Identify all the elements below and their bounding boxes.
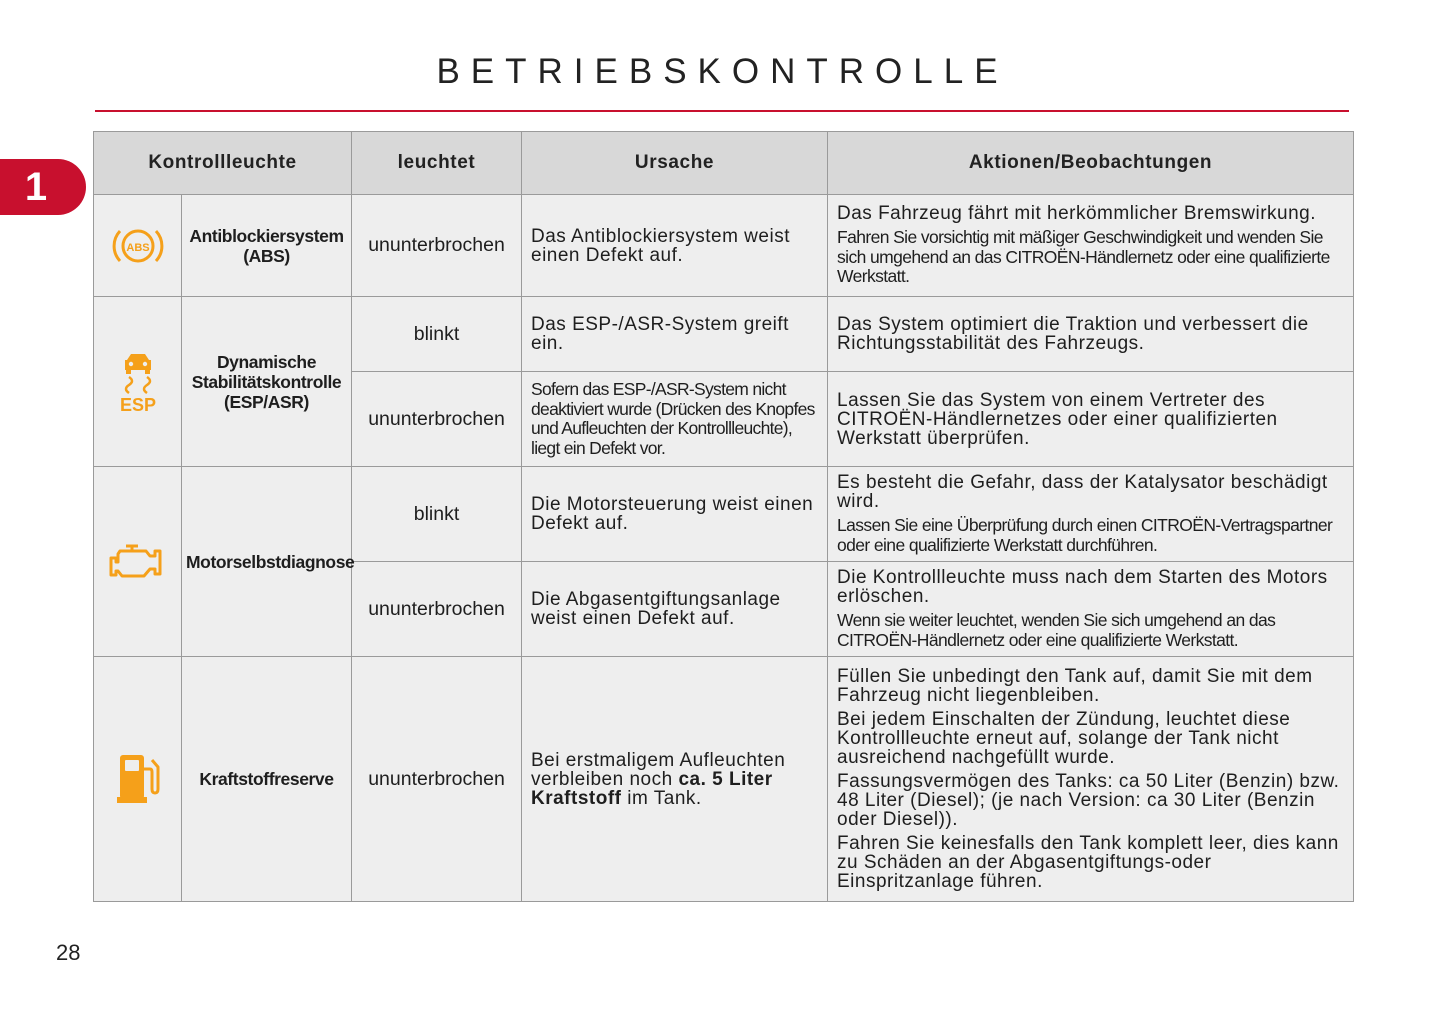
esp-action-1-text: Das System optimiert die Traktion und verbessert die Richtungsstabilität des Fahrzeugs. [837, 314, 1309, 354]
esp-cause-1: Das ESP-/ASR-System greift ein. [522, 297, 828, 372]
esp-cause-2: Sofern das ESP-/ASR-System nicht deaktiviert wurde (Drücken des Knopfes und Aufleuchten der Kontrollleuchte), liegt ein Defekt vor. [522, 372, 828, 467]
esp-name: Dynamische Stabilitätskontrolle (ESP/ASR) [182, 297, 352, 467]
svg-text:ESP: ESP [119, 394, 156, 414]
esp-state-2: ununterbrochen [352, 372, 522, 467]
abs-action-1: Das Fahrzeug fährt mit herkömmlicher Bremswirkung. [837, 203, 1317, 225]
esp-state-1: blinkt [352, 297, 522, 372]
abs-warning-icon [108, 222, 168, 270]
engine-check-icon [108, 540, 168, 584]
fuel-cause-post: im Tank. [621, 787, 702, 809]
engine-state-2: ununterbrochen [352, 562, 522, 657]
table-row-esp-blinkt [94, 297, 1354, 372]
fuel-icon-cell [94, 657, 182, 902]
engine-icon-cell [94, 467, 182, 657]
abs-cause: Das Antiblockiersystem weist einen Defekt auf. [522, 195, 828, 297]
abs-actions [828, 195, 1354, 297]
fuel-actions [828, 657, 1354, 902]
table-row-engine-blinkt [94, 467, 1354, 562]
table-header-row [94, 132, 1354, 195]
engine-state-1: blinkt [352, 467, 522, 562]
header-ursache: Ursache [522, 132, 828, 195]
engine-action-2a: Die Kontrollleuchte muss nach dem Starten des Motors erlöschen. [837, 567, 1328, 607]
esp-skid-car-icon [116, 350, 160, 414]
fuel-cause-bold: ca. 5 Liter Kraftstoff [531, 768, 773, 809]
fuel-pump-icon [114, 751, 162, 807]
abs-icon-cell [94, 195, 182, 297]
svg-text:ABS: ABS [125, 241, 150, 254]
engine-name: Motorselbstdiagnose [182, 467, 352, 657]
table-row-fuel [94, 657, 1354, 902]
fuel-cause [522, 657, 828, 902]
page-number: 28 [56, 940, 81, 965]
fuel-action-3: Fassungsvermögen des Tanks: ca 50 Liter (Benzin) bzw. 48 Liter (Diesel); (je nach Version: ca 30 Liter (Benzin oder Diesel)). [837, 771, 1340, 830]
esp-action-2 [828, 372, 1354, 467]
page-title: BETRIEBSKONTROLLE [436, 52, 1009, 91]
warning-lights-table [93, 131, 1354, 902]
header-kontrollleuchte: Kontrollleuchte [94, 132, 352, 195]
abs-action-2: Fahren Sie vorsichtig mit mäßiger Geschwindigkeit und wenden Sie sich umgehend an das CITROËN-Händlernetz oder eine qualifizierte Werkstatt. [837, 227, 1330, 287]
abs-name: Antiblockiersystem (ABS) [182, 195, 352, 297]
table-row-abs [94, 195, 1354, 297]
esp-icon-cell [94, 297, 182, 467]
engine-cause-1: Die Motorsteuerung weist einen Defekt auf. [522, 467, 828, 562]
fuel-name: Kraftstoffreserve [182, 657, 352, 902]
engine-action-1a: Es besteht die Gefahr, dass der Katalysator beschädigt wird. [837, 472, 1328, 512]
engine-cause-2: Die Abgasentgiftungsanlage weist einen Defekt auf. [522, 562, 828, 657]
engine-action-2b: Wenn sie weiter leuchtet, wenden Sie sich umgehend an das CITROËN-Händlernetz oder eine qualifizierte Werkstatt. [837, 610, 1276, 650]
abs-state: ununterbrochen [352, 195, 522, 297]
fuel-state: ununterbrochen [352, 657, 522, 902]
engine-actions-2 [828, 562, 1354, 657]
header-aktionen: Aktionen/Beobachtungen [828, 132, 1354, 195]
title-divider [95, 110, 1349, 112]
fuel-cause-pre: Bei erstmaligem Aufleuchten verbleiben noch [531, 749, 786, 790]
header-leuchtet: leuchtet [352, 132, 522, 195]
engine-actions-1 [828, 467, 1354, 562]
chapter-tab: 1 [0, 159, 86, 215]
esp-action-2-text: Lassen Sie das System von einem Vertreter des CITROËN-Händlernetzes oder einer qualifizierten Werkstatt überprüfen. [837, 389, 1278, 449]
fuel-action-4: Fahren Sie keinesfalls den Tank komplett leer, dies kann zu Schäden an der Abgasentgiftungs-oder Einspritzanlage führen. [837, 833, 1339, 892]
fuel-action-1: Füllen Sie unbedingt den Tank auf, damit Sie mit dem Fahrzeug nicht liegenbleiben. [837, 666, 1313, 706]
esp-action-1 [828, 297, 1354, 372]
engine-action-1b: Lassen Sie eine Überprüfung durch einen CITROËN-Vertragspartner oder eine qualifizierte Werkstatt durchführen. [837, 515, 1333, 555]
fuel-action-2: Bei jedem Einschalten der Zündung, leuchtet diese Kontrollleuchte erneut auf, solange der Tank nicht ausreichend nachgefüllt wurde. [837, 709, 1291, 768]
